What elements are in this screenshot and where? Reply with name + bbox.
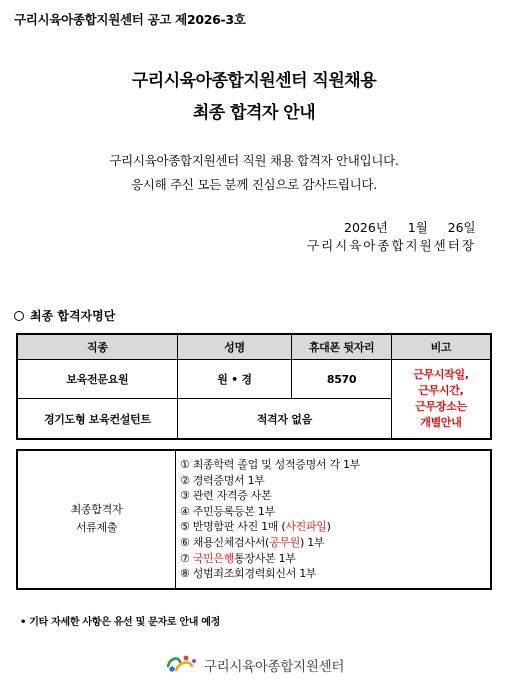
documents-list bbox=[176, 450, 492, 589]
list-item-text: ⑤ 반명함판 사진 1매 ( bbox=[180, 520, 286, 534]
center-logo-icon bbox=[164, 652, 198, 678]
documents-label bbox=[17, 450, 176, 589]
note-cell bbox=[391, 360, 491, 440]
list-item-text: ) bbox=[326, 520, 331, 534]
row1-job: 보육전문요원 bbox=[17, 360, 177, 399]
row1-name: 원 • 경 bbox=[177, 360, 291, 399]
announcement-date: 2026년 1월 26일 bbox=[344, 220, 476, 235]
row2-result: 적격자 없음 bbox=[177, 399, 391, 440]
note-line: 근무시간, bbox=[418, 384, 464, 397]
intro-line-1: 구리시육아종합지원센터 직원 채용 합격자 안내입니다. bbox=[109, 153, 399, 168]
footnote: • 기타 자세한 사항은 유선 및 문자로 안내 예정 bbox=[20, 617, 221, 628]
row2-job: 경기도형 보육컨설턴트 bbox=[17, 399, 177, 440]
notice-number: 구리시육아종합지원센터 공고 제2026-3호 bbox=[14, 12, 246, 27]
header-name: 성명 bbox=[177, 334, 291, 360]
results-header-row bbox=[17, 334, 491, 360]
note-line: 개별안내 bbox=[420, 416, 462, 429]
list-item-text: ⑥ 채용신체검사서( bbox=[180, 535, 270, 549]
list-item bbox=[180, 551, 490, 567]
list-item: ④ 주민등록등본 1부 bbox=[180, 504, 275, 518]
page-subtitle: 최종 합격자 안내 bbox=[192, 103, 316, 123]
row1-phone: 8570 bbox=[292, 360, 392, 399]
footer bbox=[0, 652, 508, 678]
header-job: 직종 bbox=[17, 334, 177, 360]
intro-line-2: 응시해 주신 모든 분께 진심으로 감사드립니다. bbox=[131, 177, 377, 192]
list-item bbox=[180, 519, 490, 535]
issuer-name: 구리시육아종합지원센터장 bbox=[307, 238, 476, 253]
documents-label-line: 서류제출 bbox=[75, 521, 118, 535]
list-item: ⑧ 성범죄조회경력회신서 1부 bbox=[180, 567, 317, 581]
list-item: ① 최종학력 졸업 및 성적증명서 각 1부 bbox=[180, 458, 361, 471]
section-heading-label: 최종 합격자명단 bbox=[30, 309, 116, 323]
circle-bullet-icon bbox=[14, 311, 24, 321]
header-phone: 휴대폰 뒷자리 bbox=[292, 334, 392, 360]
list-item-highlight: 국민은행 bbox=[192, 551, 235, 565]
documents-label-line: 최종합격자 bbox=[70, 503, 123, 517]
list-item-text: ⑦ bbox=[180, 551, 193, 565]
page-title: 구리시육아종합지원센터 직원채용 bbox=[131, 71, 377, 91]
note-line: 근무시작일, bbox=[413, 368, 469, 381]
list-item: ② 경력증명서 1부 bbox=[180, 473, 265, 487]
documents-row bbox=[17, 450, 491, 589]
list-item-text: 통장사본 1부 bbox=[234, 551, 296, 565]
list-item bbox=[180, 535, 490, 551]
header-note: 비고 bbox=[391, 334, 491, 360]
results-table bbox=[16, 333, 492, 440]
note-line: 근무장소는 bbox=[415, 400, 467, 413]
footer-org-name: 구리시육아종합지원센터 bbox=[203, 659, 345, 675]
list-item-highlight: 사진파일 bbox=[285, 520, 327, 534]
section-heading bbox=[14, 307, 115, 324]
documents-table bbox=[16, 449, 492, 590]
table-row bbox=[17, 360, 491, 399]
list-item-text: ) 1부 bbox=[300, 535, 325, 549]
list-item-highlight: 공무원 bbox=[269, 535, 301, 549]
list-item: ③ 관련 자격증 사본 bbox=[180, 489, 272, 503]
